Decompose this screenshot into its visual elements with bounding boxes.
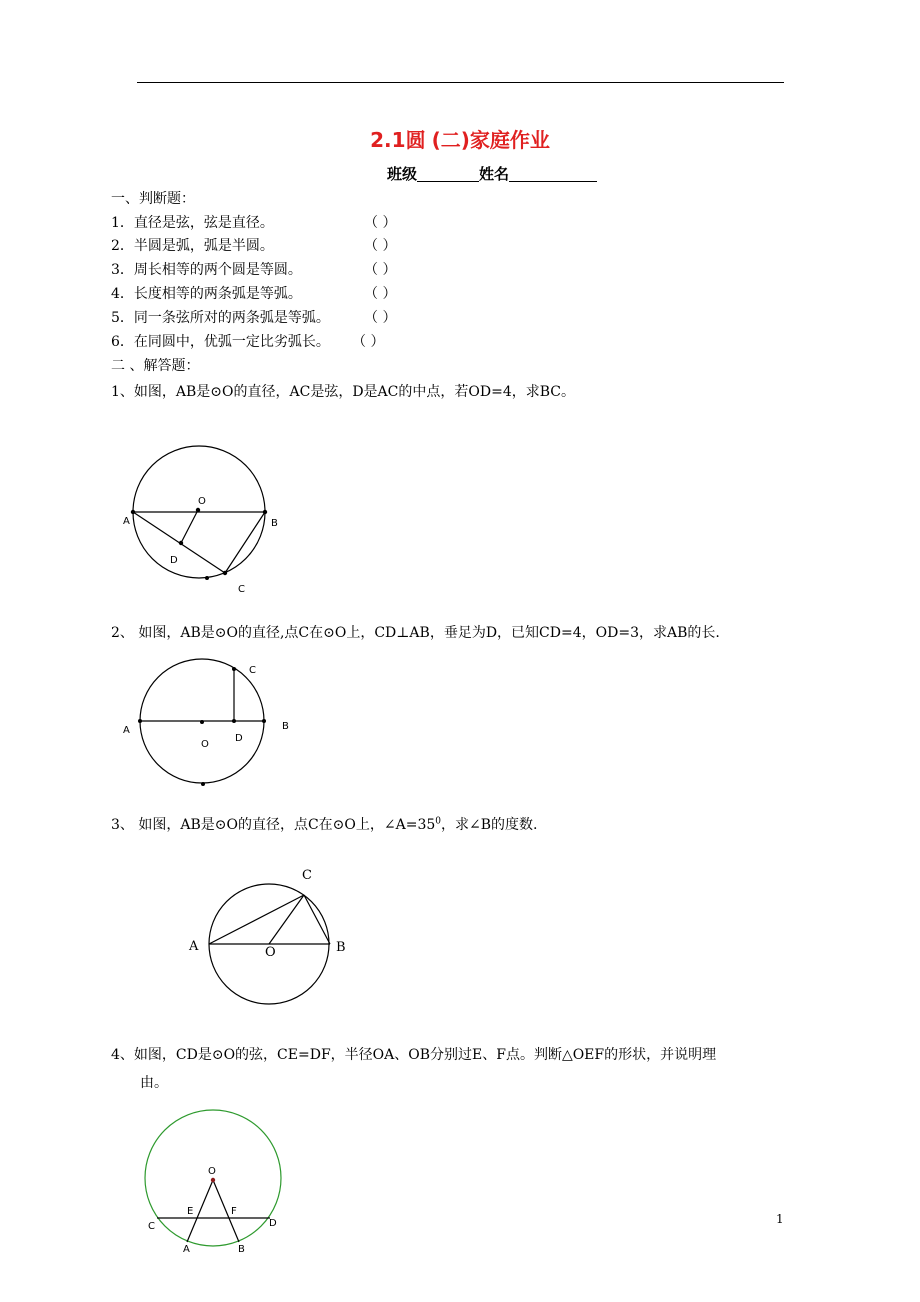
question-4-line2: 由。 [140, 1075, 168, 1091]
header-rule [137, 82, 784, 83]
fig4-label-O: O [208, 1166, 216, 1177]
judgement-item-3: 3．周长相等的两个圆是等圆。 [111, 262, 302, 278]
judgement-item-1: 1．直径是弦，弦是直径。 [111, 215, 274, 231]
figure-1 [115, 437, 285, 597]
judgement-item-4: 4．长度相等的两条弧是等弧。 [111, 286, 302, 302]
fig4-label-D: D [269, 1218, 277, 1229]
class-blank[interactable] [417, 166, 479, 182]
question-4-line1: 4、如图，CD是⊙O的弦，CE=DF，半径OA、OB分别过E、F点。判断△OEF的形状，并说明理 [111, 1047, 717, 1063]
fig2-label-C: C [249, 665, 256, 676]
answer-paren-4[interactable]: （ ） [364, 286, 397, 302]
fig4-label-C: C [148, 1221, 155, 1232]
fig3-label-A: A [189, 939, 199, 954]
fig2-label-D: D [235, 733, 243, 744]
fig1-label-O: O [198, 496, 206, 507]
fig1-label-C: C [238, 584, 245, 595]
figure-3 [185, 860, 355, 1010]
name-blank[interactable] [509, 166, 597, 182]
answer-paren-3[interactable]: （ ） [364, 262, 397, 278]
judgement-item-2: 2．半圆是弧，弧是半圆。 [111, 238, 274, 254]
answer-paren-5[interactable]: （ ） [364, 310, 397, 326]
fig3-label-B: B [336, 940, 346, 955]
name-label: 姓名 [479, 165, 510, 183]
fig4-label-E: E [187, 1206, 194, 1217]
answer-paren-2[interactable]: （ ） [364, 238, 397, 254]
question-2: 2、 如图，AB是⊙O的直径,点C在⊙O上，CD⊥AB，垂足为D，已知CD=4，OD=3，求AB的长. [111, 625, 720, 641]
class-name-line [387, 163, 597, 184]
answer-paren-1[interactable]: （ ） [364, 215, 397, 231]
judgement-item-6: 6．在同圆中，优弧一定比劣弧长。 [111, 334, 330, 350]
class-label: 班级 [387, 165, 418, 183]
fig4-label-B: B [238, 1244, 245, 1255]
question-3: 3、 如图，AB是⊙O的直径，点C在⊙O上，$\angle A=35^0$，求∠B的度数. [111, 816, 538, 833]
section2-heading: 二 、解答题： [111, 358, 200, 374]
fig1-label-D: D [170, 555, 178, 566]
fig3-label-C: C [302, 868, 312, 883]
fig1-label-B: B [271, 518, 278, 529]
fig2-label-B: B [282, 721, 289, 732]
judgement-item-5: 5．同一条弦所对的两条弧是等弧。 [111, 310, 330, 326]
fig2-label-O: O [201, 739, 209, 750]
fig4-center-point [211, 1178, 215, 1182]
fig3-label-O: O [265, 945, 276, 960]
figure-2 [115, 655, 295, 795]
page-number: 1 [776, 1212, 784, 1226]
answer-paren-6[interactable]: （ ） [352, 334, 385, 350]
figure-4 [140, 1108, 290, 1258]
fig2-label-A: A [123, 725, 130, 736]
fig4-label-A: A [183, 1244, 190, 1255]
section1-heading: 一、判断题： [111, 191, 195, 207]
fig1-label-A: A [123, 516, 130, 527]
question-1: 1、如图，AB是⊙O的直径，AC是弦，D是AC的中点，若OD=4，求BC。 [111, 384, 575, 400]
fig4-label-F: F [231, 1206, 237, 1217]
page-title: 2.1圆 (二)家庭作业 [370, 128, 550, 152]
